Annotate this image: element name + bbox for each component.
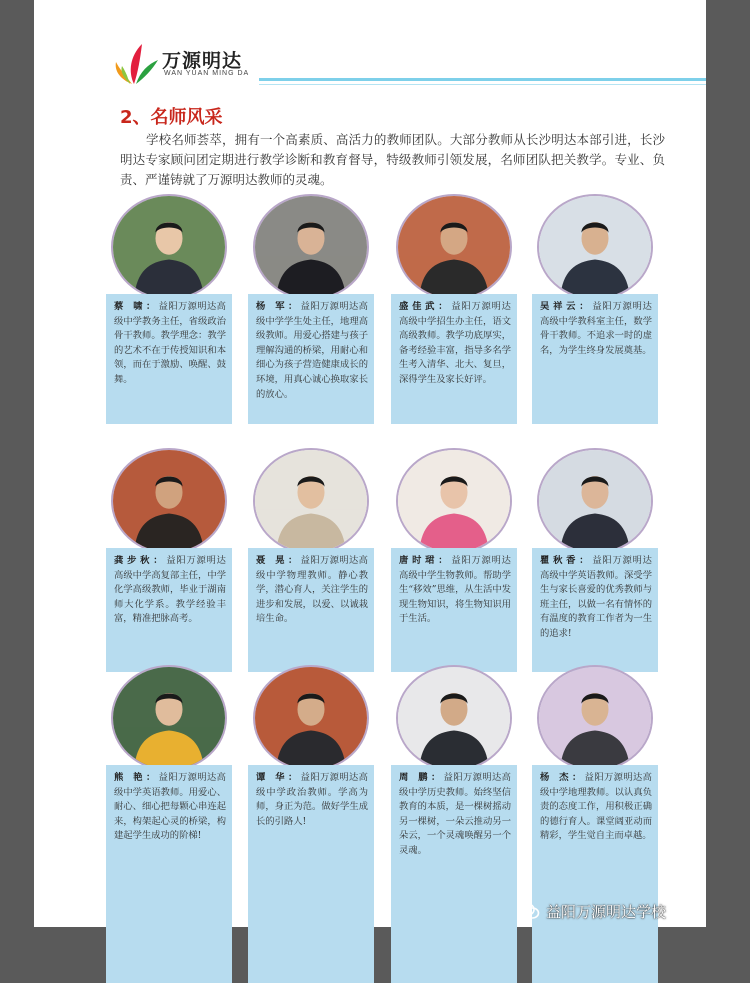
teacher-card [532, 194, 660, 424]
teacher-photo [396, 448, 512, 554]
teacher-bio [391, 548, 517, 672]
logo-text: 万源明达 [162, 50, 243, 72]
teacher-card [248, 448, 376, 672]
teacher-card [106, 448, 234, 672]
teacher-bio-text: 益阳万源明达高级中学招生办主任，语文高级教师。教学功底厚实，备考经验丰富，指导多名学生考入清华、北大、复旦，深得学生及家长好评。 [399, 301, 511, 385]
teacher-bio-text: 益阳万源明达高级中学高复部主任，中学化学高级教师，毕业于湖南师大化学系。教学经验丰富，精准把脉高考。 [114, 555, 226, 625]
teacher-photo [396, 194, 512, 300]
teacher-bio [248, 294, 374, 424]
teacher-bio [391, 765, 517, 983]
teacher-card [391, 448, 519, 672]
leaf-logo-icon [112, 42, 158, 86]
teacher-name: 杨 军： [256, 301, 301, 312]
teacher-bio-text: 益阳万源明达高级中学英语教师。用爱心、耐心、细心把每颗心串连起来，构架起心灵的桥梁，构建起学生成功的阶梯! [114, 772, 226, 842]
teacher-photo [253, 194, 369, 300]
section-intro: 学校名师荟萃，拥有一个高素质、高活力的教师团队。大部分教师从长沙明达本部引进，长沙明达专家顾问团定期进行教学诊断和教育督导，特级教师引领发展，名师团队把关教学。专业、负责、严谨铸就了万源明达教师的灵魂。 [120, 132, 665, 187]
teacher-photo [111, 448, 227, 554]
teacher-name: 龚步秋： [114, 555, 167, 566]
teacher-bio-text: 益阳万源明达高级中学物理教师。静心教学，潜心育人，关注学生的进步和发展，以爱、以诚栽培生命。 [256, 555, 368, 625]
teacher-photo [537, 665, 653, 771]
teacher-bio-text: 益阳万源明达高级中学地理教师。以认真负责的态度工作，用积极正确的德行育人。课堂阔亚动而精彩，学生觉自主而卓越。 [540, 772, 652, 842]
footer-account-name: 益阳万源明达学校 [546, 902, 667, 921]
teacher-bio [106, 294, 232, 424]
teacher-photo [537, 194, 653, 300]
teacher-bio [391, 294, 517, 424]
teacher-name: 瞿秋香： [540, 555, 593, 566]
teacher-bio [106, 765, 232, 983]
teacher-name: 盛佳武： [399, 301, 452, 312]
brochure-page [34, 0, 706, 927]
teacher-bio [248, 765, 374, 983]
teacher-bio [532, 294, 658, 424]
teacher-photo [111, 194, 227, 300]
teacher-bio-text: 益阳万源明达高级中学政治教师。学高为师，身正为范。做好学生成长的引路人! [256, 772, 368, 827]
teacher-name: 唐时珺： [399, 555, 452, 566]
teacher-bio-text: 益阳万源明达高级中学学生处主任，地理高级教师。用爱心搭建与孩子理解沟通的桥梁，用耐心和细心为孩子营造健康成长的环境，用真心诚心换取家长的放心。 [256, 301, 368, 400]
teacher-card [248, 194, 376, 424]
header-divider-thin [259, 84, 706, 85]
teacher-card [391, 665, 519, 983]
teacher-bio-text: 益阳万源明达高级中学英语教师。深受学生与家长喜爱的优秀教师与班主任，以做一名有情怀的有温度的教育工作者为一生的追求! [540, 555, 652, 639]
teacher-name: 谭 华： [256, 772, 301, 783]
teacher-photo [253, 665, 369, 771]
teacher-bio-text: 益阳万源明达高级中学教科室主任，数学骨干教师。不追求一时的虚名，为学生终身发展奠基。 [540, 301, 652, 356]
teacher-bio [248, 548, 374, 672]
logo-subtext: WAN YUAN MING DA [164, 70, 250, 77]
wechat-icon [518, 902, 540, 920]
teacher-card [532, 448, 660, 672]
teacher-photo [396, 665, 512, 771]
footer-watermark [518, 899, 666, 923]
header-divider [259, 78, 706, 81]
teacher-name: 熊 艳： [114, 772, 159, 783]
teacher-bio-text: 益阳万源明达高级中学生物教师。帮助学生“移效”思维，从生活中发现生物知识，将生物知识用于生活。 [399, 555, 511, 625]
teacher-card [391, 194, 519, 424]
teacher-card [106, 665, 234, 983]
teacher-card [248, 665, 376, 983]
section-title: 2、名师风采 [120, 107, 223, 128]
teacher-bio-text: 益阳万源明达高级中学教务主任，省级政治骨干教师。教学理念：教学的艺术不在于传授知识和本领，而在于激励、唤醒、鼓舞。 [114, 301, 226, 385]
teacher-bio [532, 765, 658, 983]
teacher-name: 蔡 啸： [114, 301, 159, 312]
teacher-name: 杨 杰： [540, 772, 585, 783]
teacher-bio [106, 548, 232, 672]
teacher-name: 聂 晃： [256, 555, 301, 566]
teacher-photo [111, 665, 227, 771]
teacher-bio-text: 益阳万源明达高级中学历史教师。始终坚信教育的本质，是一棵树摇动另一棵树，一朵云推动另一朵云，一个灵魂唤醒另一个灵魂。 [399, 772, 511, 856]
teacher-name: 吴祥云： [540, 301, 593, 312]
teacher-photo [253, 448, 369, 554]
teacher-photo [537, 448, 653, 554]
teacher-bio [532, 548, 658, 672]
teacher-card [532, 665, 660, 983]
teacher-card [106, 194, 234, 424]
teacher-name: 周 鹏： [399, 772, 444, 783]
